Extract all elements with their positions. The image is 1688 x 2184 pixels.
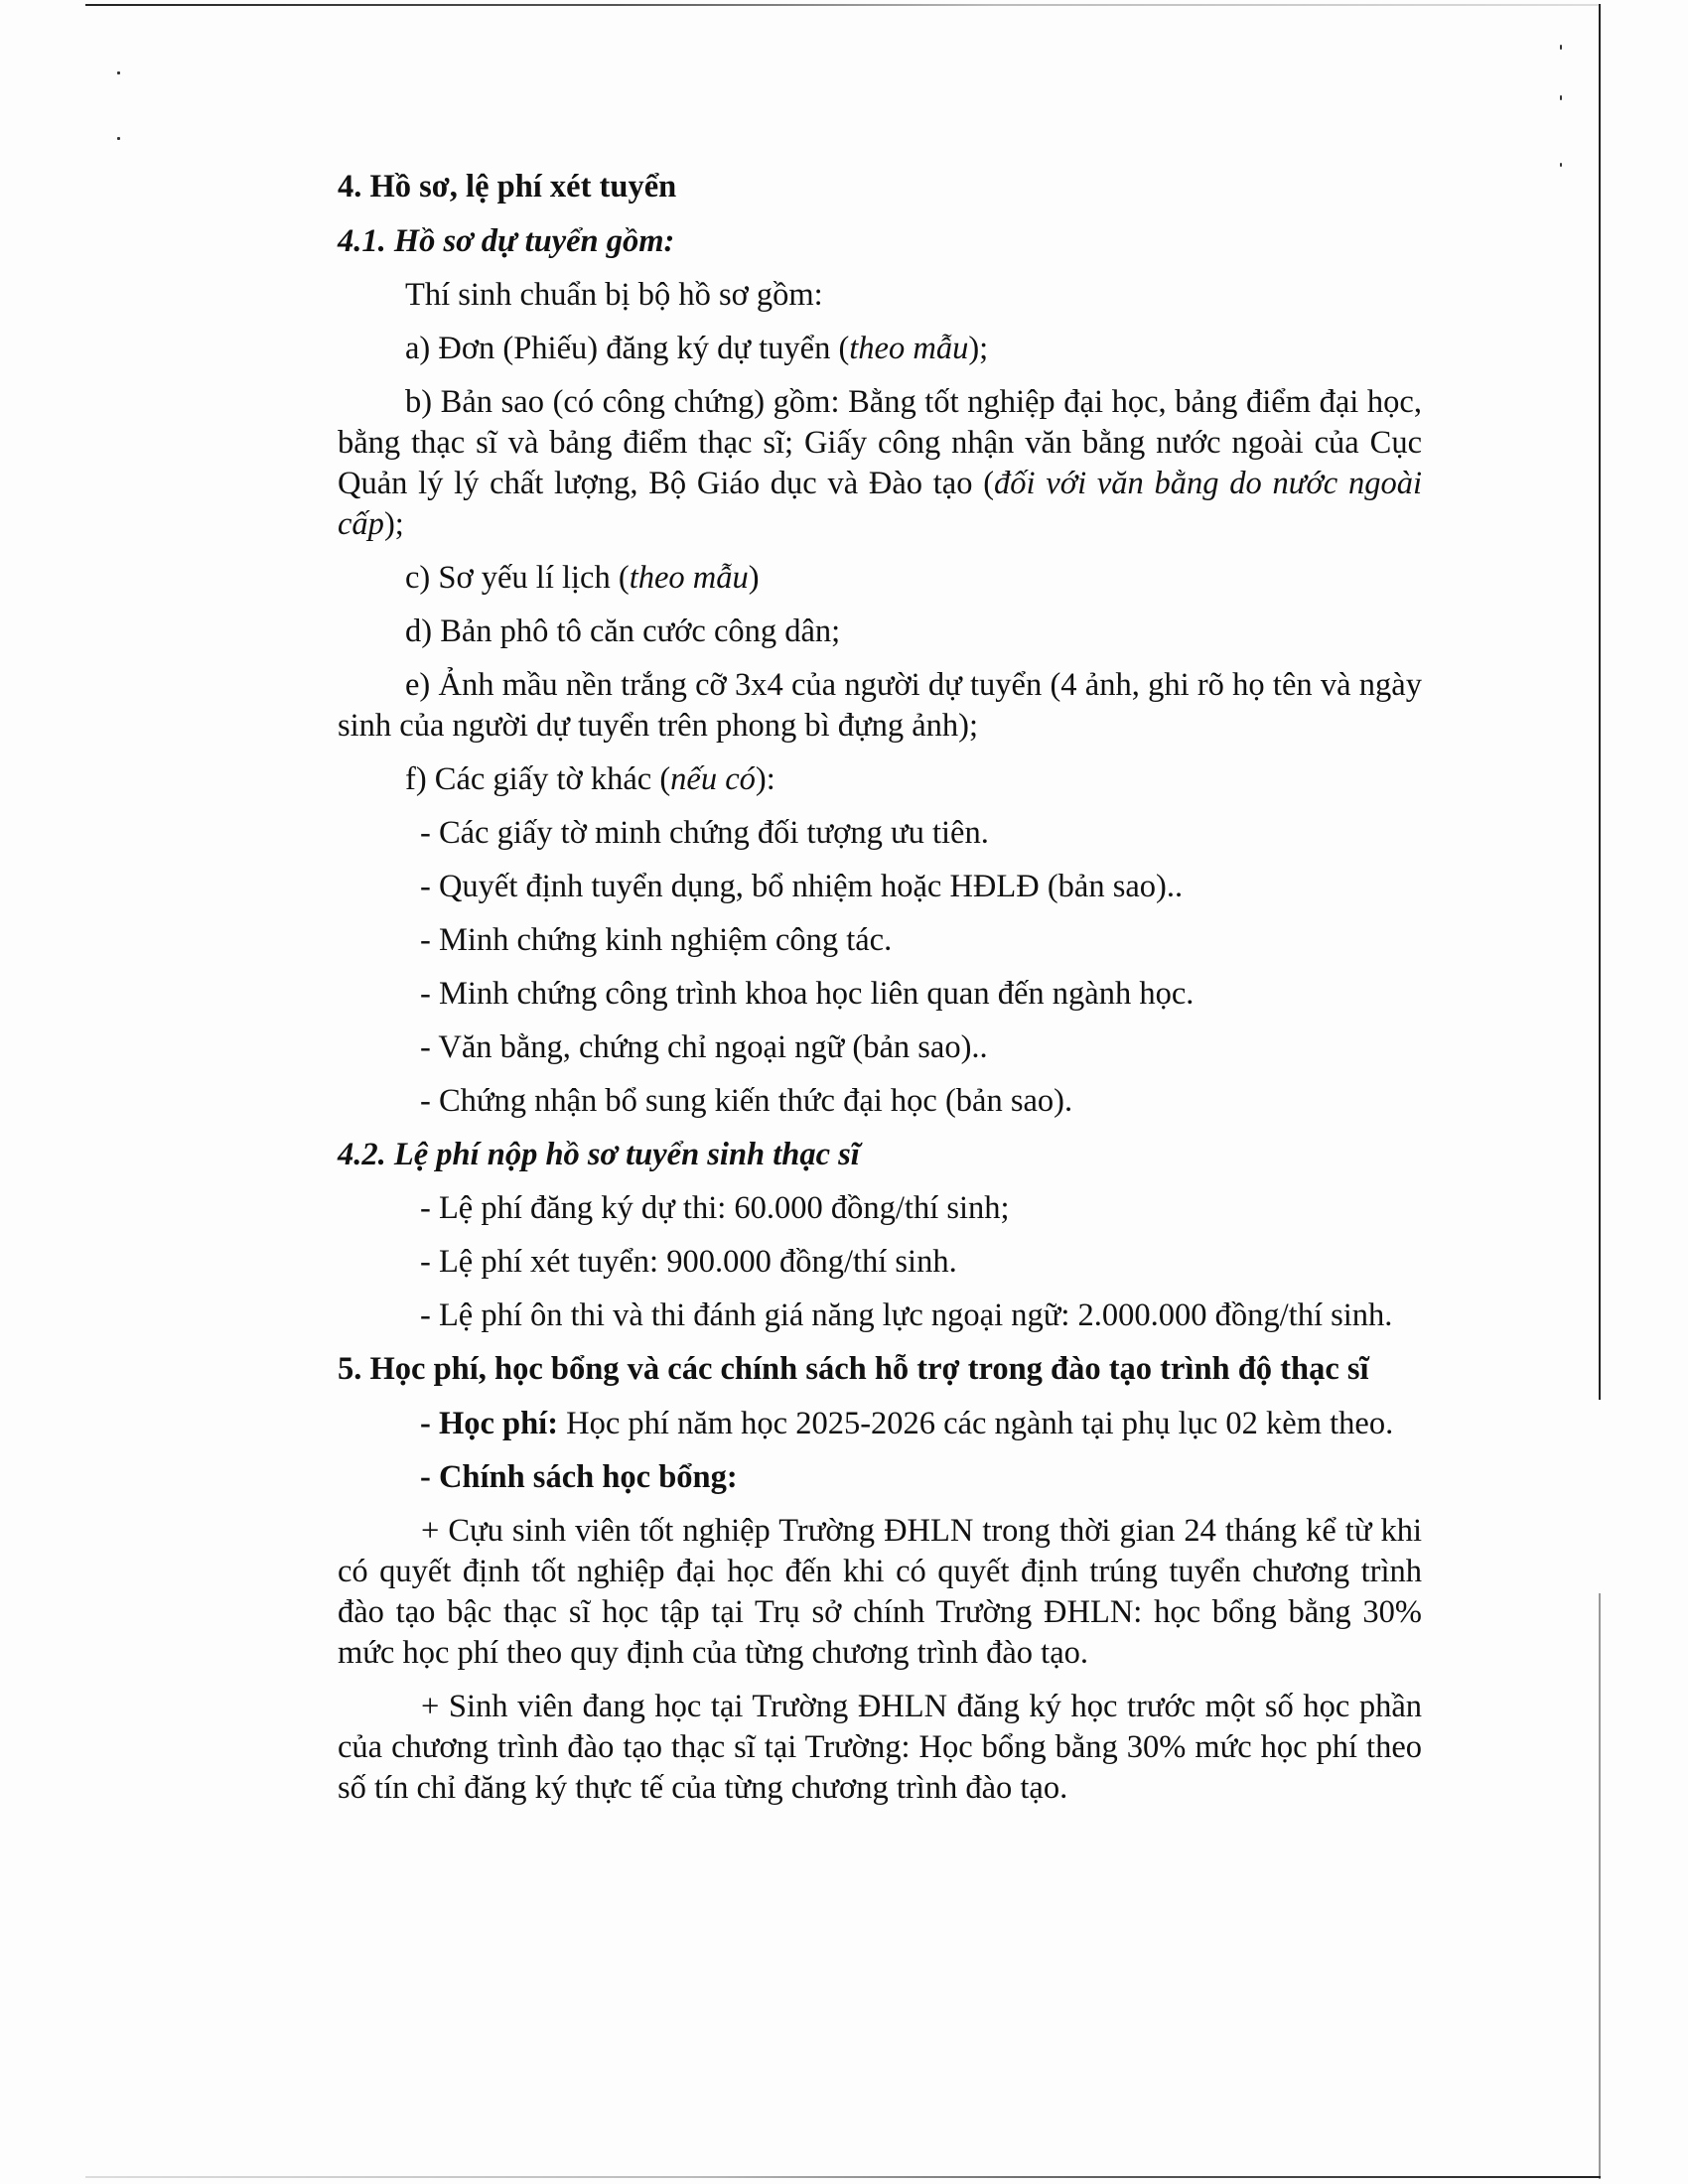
fee-item: - Lệ phí đăng ký dự thi: 60.000 đồng/thí sinh; [420,1190,1010,1226]
fee-item: - Lệ phí ôn thi và thi đánh giá năng lực ngoại ngữ: 2.000.000 đồng/thí sinh. [420,1297,1393,1333]
other-doc-item: - Các giấy tờ minh chứng đối tượng ưu tiên. [420,815,989,851]
scholarship-item-current-student: + Sinh viên đang học tại Trường ĐHLN đăng ký học trước một số học phần của chương trình đào tạo thạc sĩ tại Trường: Học bổng bằng 30% mức học phí theo số tín chỉ đăng ký thực tế của từng chương trình đào tạo. [338,1689,1422,1806]
scan-speck [1560,163,1562,167]
scan-speck [117,137,120,140]
scan-speck [1560,45,1562,50]
other-doc-item: - Quyết định tuyển dụng, bổ nhiệm hoặc HĐLĐ (bản sao).. [420,869,1184,904]
scan-edge-top [85,4,1601,6]
section-4-2-heading: 4.2. Lệ phí nộp hồ sơ tuyển sinh thạc sĩ [338,1137,860,1172]
section-4-heading: 4. Hồ sơ, lệ phí xét tuyển [338,169,677,205]
scan-speck [117,71,120,74]
dossier-intro: Thí sinh chuẩn bị bộ hồ sơ gồm: [405,277,823,313]
scan-edge-bottom [85,2176,1601,2178]
scan-edge-right [1599,4,1601,1400]
other-doc-item: - Chứng nhận bổ sung kiến thức đại học (bản sao). [420,1083,1073,1119]
document-body [338,167,1422,1822]
dossier-item-f: f) Các giấy tờ khác (nếu có): [405,761,775,797]
tuition-label: - Học phí: [420,1406,559,1441]
scan-speck [1560,95,1562,100]
fee-item: - Lệ phí xét tuyển: 900.000 đồng/thí sinh. [420,1244,957,1280]
scholarship-heading: - Chính sách học bổng: [420,1459,738,1495]
dossier-item-d: d) Bản phô tô căn cước công dân; [405,614,841,649]
other-doc-item: - Minh chứng kinh nghiệm công tác. [420,922,893,958]
other-doc-item: - Văn bằng, chứng chỉ ngoại ngữ (bản sao).. [420,1029,988,1065]
dossier-item-e: e) Ảnh mầu nền trắng cỡ 3x4 của người dự tuyển (4 ảnh, ghi rõ họ tên và ngày sinh của người dự tuyển trên phong bì đựng ảnh); [338,667,1422,744]
dossier-item-b: b) Bản sao (có công chứng) gồm: Bằng tốt nghiệp đại học, bảng điểm đại học, bằng thạc sĩ và bảng điểm thạc sĩ; Giấy công nhận văn bằng nước ngoài của Cục Quản lý lý chất lượng, Bộ Giáo dục và Đào tạo (đối với văn bằng do nước ngoài cấp); [338,384,1423,542]
scan-edge-right-lower [1599,1593,1601,2179]
other-doc-item: - Minh chứng công trình khoa học liên quan đến ngành học. [420,976,1195,1012]
dossier-item-c: c) Sơ yếu lí lịch (theo mẫu) [405,560,760,596]
tuition-line: - Học phí: Học phí năm học 2025-2026 các ngành tại phụ lục 02 kèm theo. [420,1406,1394,1441]
dossier-item-a: a) Đơn (Phiếu) đăng ký dự tuyển (theo mẫu); [405,331,989,366]
section-4-1-heading: 4.1. Hồ sơ dự tuyển gồm: [338,223,675,259]
section-5-heading: 5. Học phí, học bổng và các chính sách hỗ trợ trong đào tạo trình độ thạc sĩ [338,1351,1369,1387]
scholarship-item-alumni: + Cựu sinh viên tốt nghiệp Trường ĐHLN trong thời gian 24 tháng kể từ khi có quyết định tốt nghiệp đại học đến khi có quyết định trúng tuyển chương trình đào tạo bậc thạc sĩ học tập tại Trụ sở chính Trường ĐHLN: học bổng bằng 30% mức học phí theo quy định của từng chương trình đào tạo. [338,1513,1422,1671]
